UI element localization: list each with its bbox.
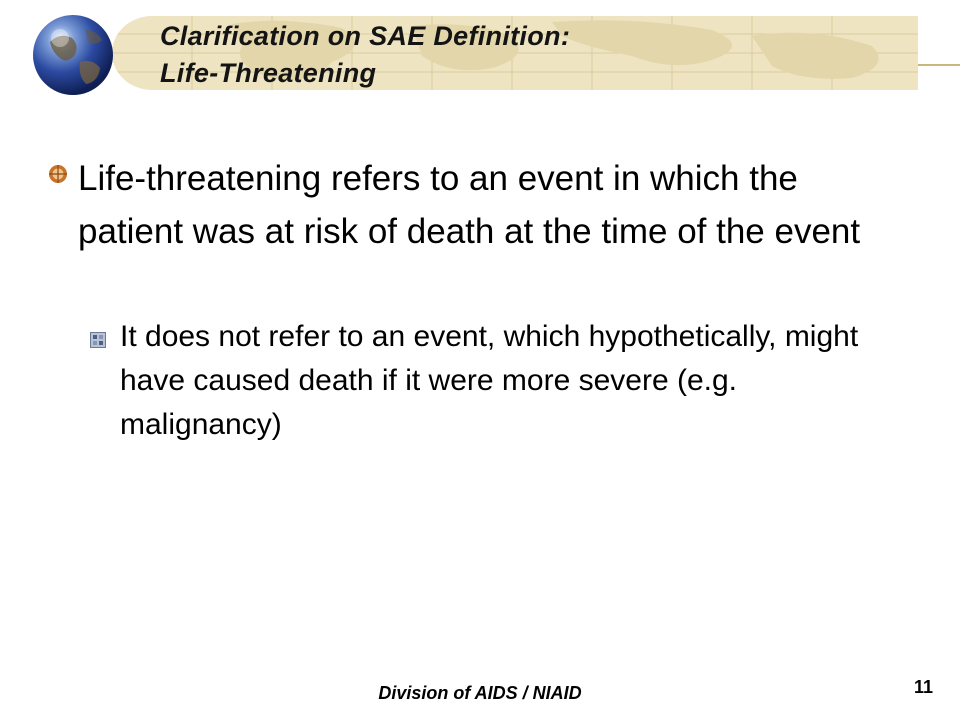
slide-title	[160, 18, 900, 92]
globe-icon	[30, 12, 116, 98]
banner-accent-line	[918, 64, 960, 66]
footer-org: Division of AIDS / NIAID	[378, 683, 582, 703]
bullet-text: Life-threatening refers to an event in which the patient was at risk of death at the time of the event	[78, 159, 861, 251]
slide-title-line-1: Clarification on SAE Definition:	[160, 21, 571, 51]
sub-bullet-text: It does not refer to an event, which hypothetically, might have caused death if it were more severe (e.g. malignancy)	[120, 320, 859, 441]
sun-bullet-icon	[48, 164, 68, 184]
page-number: 11	[914, 677, 934, 697]
slide-title-line-2: Life-Threatening	[160, 58, 377, 88]
square-bullet-icon	[90, 332, 106, 348]
